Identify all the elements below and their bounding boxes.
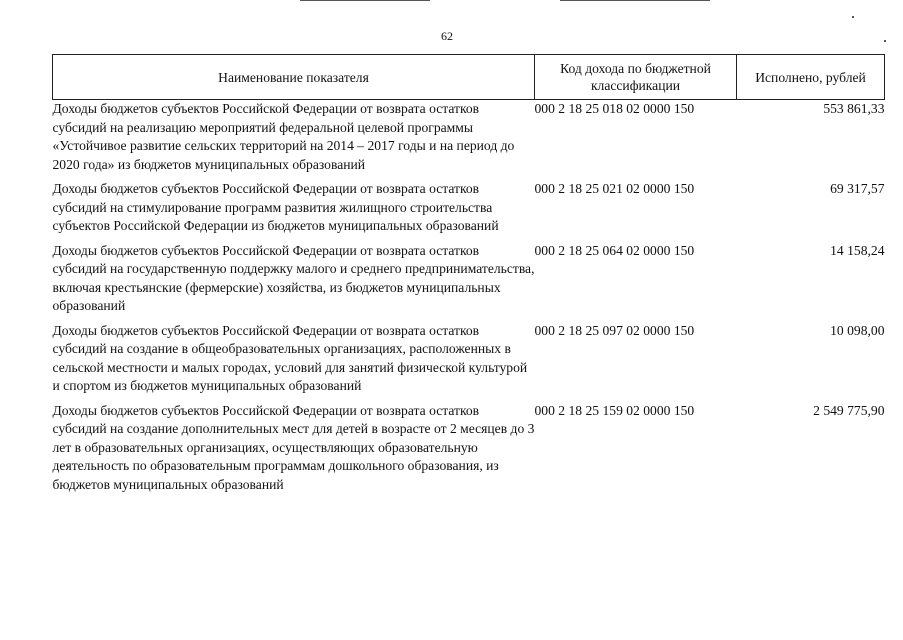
row-name: Доходы бюджетов субъектов Российской Федерации от возврата остатков субсидий на создание дополнительных мест для детей в возрасте от 2 месяцев до 3 лет в образовательных организациях, осуществляющих образовательную деятельность по образовательным программам дошкольного образования, из бюджетов муниципальных образований [52, 402, 535, 492]
row-code: 000 2 18 25 159 02 0000 150 [534, 402, 695, 418]
row-amount: 10 098,00 [830, 322, 885, 338]
row-code: 000 2 18 25 097 02 0000 150 [534, 322, 695, 338]
scan-artifact-dot [852, 16, 854, 18]
header-code: Код дохода по бюджетной классификации [535, 55, 737, 100]
row-name: Доходы бюджетов субъектов Российской Федерации от возврата остатков субсидий на создание в общеобразовательных организациях, расположенных в сельской местности и малых городах, условий для занятий физической культурой и спортом из бюджетов муниципальных образований [52, 322, 528, 393]
row-amount: 2 549 775,90 [813, 402, 885, 418]
row-code: 000 2 18 25 018 02 0000 150 [534, 101, 695, 116]
row-amount: 553 861,33 [823, 101, 885, 116]
row-amount: 69 317,57 [830, 181, 885, 196]
row-code: 000 2 18 25 021 02 0000 150 [534, 181, 695, 196]
table-header-row [53, 55, 885, 100]
table-row [53, 180, 885, 242]
scan-artifact-dot [884, 40, 886, 42]
row-name: Доходы бюджетов субъектов Российской Федерации от возврата остатков субсидий на реализацию мероприятий федеральной целевой программы «Устойчивое развитие сельских территорий на 2014 – 2017 годы и на период до 2020 года» из бюджетов муниципальных образований [52, 101, 515, 172]
header-amount: Исполнено, рублей [737, 55, 885, 100]
table-row [53, 322, 885, 402]
table-row [53, 100, 885, 181]
row-name: Доходы бюджетов субъектов Российской Федерации от возврата остатков субсидий на стимулирование программ развития жилищного строительства субъектов Российской Федерации из бюджетов муниципальных образований [52, 181, 499, 233]
scan-artifact-line [560, 0, 710, 1]
scan-artifact-line [300, 0, 430, 1]
table-row [53, 402, 885, 501]
revenue-table [52, 54, 885, 500]
row-code: 000 2 18 25 064 02 0000 150 [534, 242, 695, 258]
page-number-text: 62 [441, 29, 453, 43]
row-amount: 14 158,24 [830, 242, 885, 258]
header-name: Наименование показателя [53, 55, 535, 100]
table-row [53, 242, 885, 322]
row-name: Доходы бюджетов субъектов Российской Федерации от возврата остатков субсидий на государственную поддержку малого и среднего предпринимательства, включая крестьянские (фермерские) хозяйства, из бюджетов муниципальных образований [52, 242, 535, 313]
